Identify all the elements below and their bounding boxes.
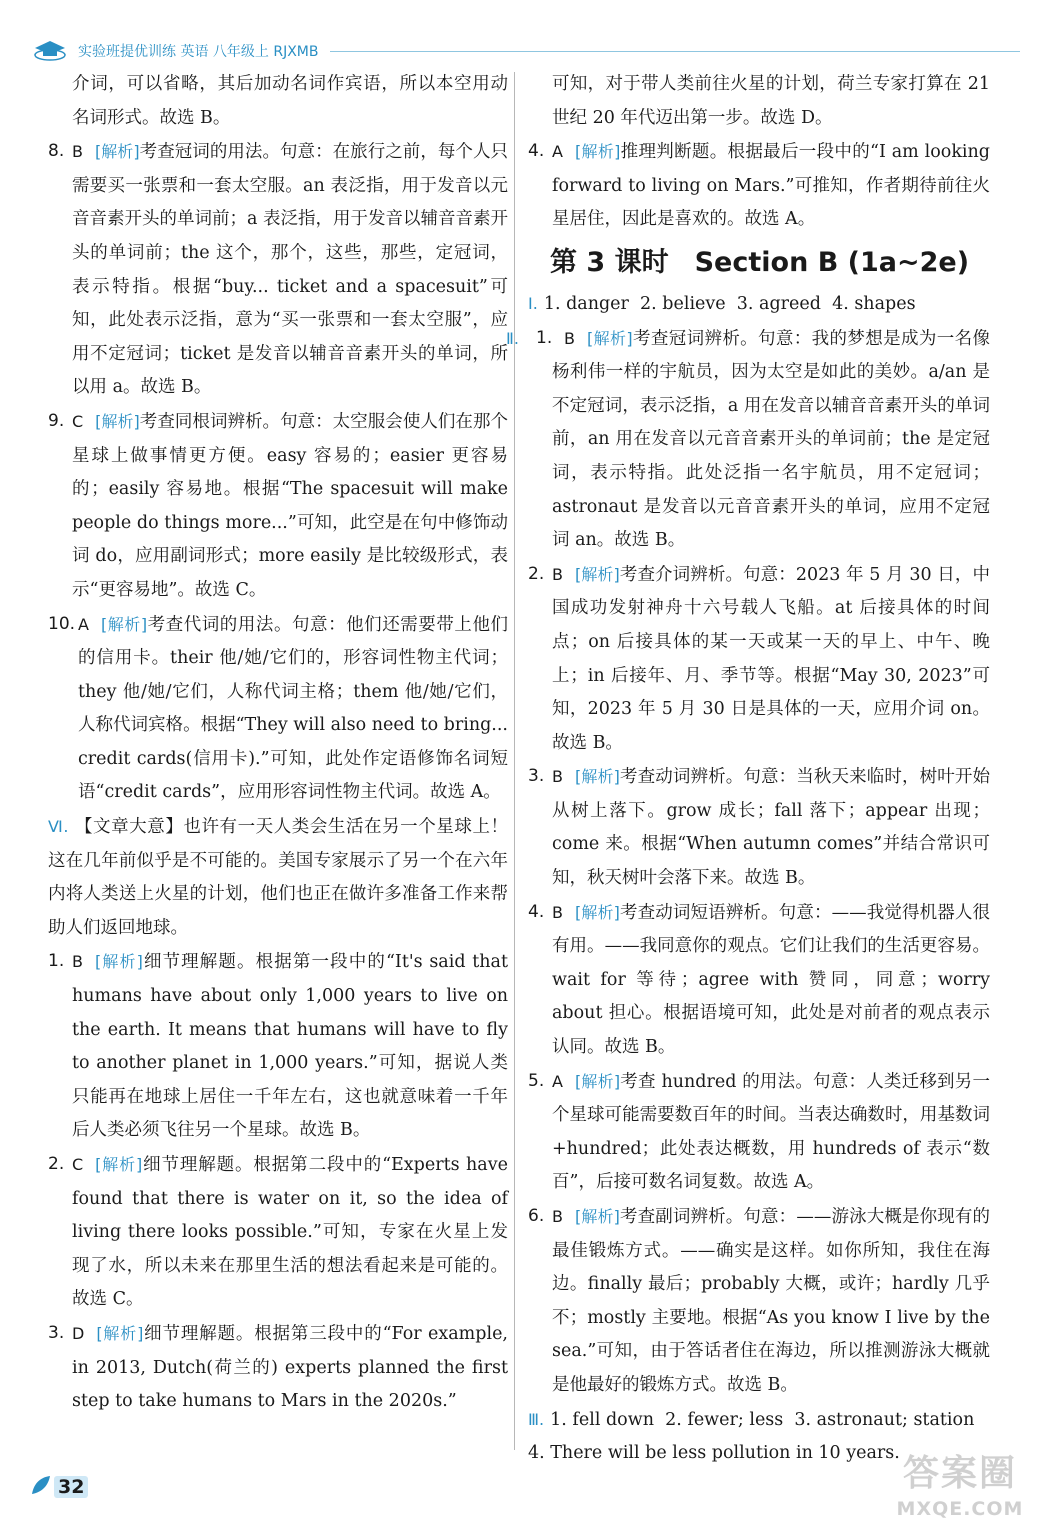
analysis-tag: [解析] bbox=[95, 1155, 143, 1174]
watermark-title: 答案圈 bbox=[902, 1453, 1017, 1494]
section-i-answers bbox=[528, 287, 990, 322]
phrase-answers: 1. fell down 2. fewer; less 3. astronaut; station bbox=[550, 1409, 975, 1430]
item-answer: A bbox=[552, 1071, 563, 1091]
item-answer: B bbox=[72, 142, 83, 162]
section-roman-numeral: Ⅱ. bbox=[506, 328, 519, 348]
item-number: 5. bbox=[528, 1070, 545, 1091]
page-number-badge bbox=[30, 1474, 88, 1500]
item-answer: B bbox=[552, 902, 563, 922]
site-watermark bbox=[880, 1452, 1040, 1534]
item-number: 10. bbox=[48, 613, 76, 634]
grammar-item-4 bbox=[528, 896, 990, 1065]
item-answer: A bbox=[78, 614, 89, 634]
item-number: 9. bbox=[48, 410, 65, 431]
item-explanation: 推理判断题。根据最后一段中的“I am looking forward to living on Mars.”可推知，作者期待前往火星居住，因此是喜欢的。故选 A。 bbox=[552, 142, 990, 230]
analysis-tag: [解析] bbox=[574, 1071, 621, 1091]
book-title: 实验班提优训练 英语 八年级上 RJXMB bbox=[78, 44, 319, 60]
lesson-number: 第 3 课时 bbox=[550, 246, 669, 278]
reading-item-3 bbox=[48, 1317, 508, 1419]
section-roman-numeral: Ⅵ. bbox=[48, 817, 69, 837]
item-number: 4. bbox=[528, 141, 545, 162]
item-explanation: 考查代词的用法。句意：他们还需要带上他们的信用卡。their 他/她/它们的，形容词性物主代词；they 他/她/它们，人称代词主格；them 他/她/它们，人称代词宾格。根据“They will also need to bring... credit cards(信用卡).”可知，此处作定语修饰名词短语“credit cards”，应用形容词性物主代词。故选 A。 bbox=[78, 614, 508, 803]
page-header bbox=[30, 36, 1020, 66]
section-iii-answers bbox=[528, 1403, 990, 1438]
continued-text: 介词，可以省略，其后加动名词作宾语，所以本空用动名词形式。故选 B。 bbox=[72, 74, 508, 128]
header-rule bbox=[330, 51, 1020, 52]
item-number: 4. bbox=[528, 901, 545, 922]
item-explanation: 考查副词辨析。句意：——游泳大概是你现有的最佳锻炼方式。——确实是这样。如你所知，我住在海边。finally 最后；probably 大概，或许；hardly 几乎不；mostly 主要地。根据“As you know I live by the sea.”可知，由于答话者住在海边，所以推测游泳大概就是他最好的锻炼方式。故选 B。 bbox=[552, 1207, 990, 1395]
item-answer: D bbox=[72, 1323, 85, 1343]
reading-item-2 bbox=[48, 1148, 508, 1317]
item-number: 3. bbox=[48, 1322, 65, 1343]
item-number: 8. bbox=[48, 141, 65, 162]
item-explanation: 细节理解题。根据第二段中的“Experts have found that there is water on it, so the idea of living there looks possible.”可知，专家在火星上发现了水，所以未来在那里生活的想法看起来是可能的。故选 C。 bbox=[72, 1155, 508, 1310]
page-number: 32 bbox=[54, 1476, 88, 1498]
reading-item-4 bbox=[528, 135, 990, 237]
item-explanation: 考查动词短语辨析。句意：——我觉得机器人很有用。——我同意你的观点。它们让我们的生活更容易。wait for 等待；agree with 赞同，同意；worry about 担心。根据语境可知，此处是对前者的观点表示认同。故选 B。 bbox=[552, 902, 990, 1058]
analysis-tag: [解析] bbox=[574, 564, 620, 584]
grammar-item-3 bbox=[528, 760, 990, 895]
answer-item-8 bbox=[48, 135, 508, 405]
left-column bbox=[48, 68, 508, 1419]
item-answer: C bbox=[72, 411, 84, 431]
analysis-tag: [解析] bbox=[94, 142, 140, 162]
item-explanation: 细节理解题。根据第三段中的“For example, in 2013, Dutch(荷兰的) experts planned the first step to take humans to Mars in the 2020s.” bbox=[72, 1323, 508, 1412]
lesson-section: Section B (1a~2e) bbox=[694, 246, 970, 278]
grammar-item-2 bbox=[528, 558, 990, 761]
item-number: 3. bbox=[528, 766, 545, 787]
watermark-url: MXQE.COM bbox=[896, 1498, 1024, 1520]
analysis-tag: [解析] bbox=[574, 1207, 620, 1226]
lesson-heading bbox=[550, 243, 990, 283]
item-number: 1. bbox=[536, 327, 553, 348]
item-number bbox=[506, 322, 525, 357]
item-answer: C bbox=[72, 1155, 84, 1174]
analysis-tag: [解析] bbox=[94, 952, 143, 972]
item-answer: A bbox=[552, 142, 563, 162]
section-roman-numeral: Ⅲ. bbox=[528, 1409, 545, 1429]
item-number: 2. bbox=[528, 563, 545, 584]
item-explanation: 考查冠词辨析。句意：我的梦想是成为一名像杨利伟一样的宇航员，因为太空是如此的美妙。a/an 是不定冠词，表示泛指，a 用在发音以辅音音素开头的单词前，an 用在发音以元音音素开头的单词前；the 是定冠词，表示特指。此处泛指一名宇航员，用不定冠词；astronaut 是发音以元音音素开头的单词，应用不定冠词 an。故选 B。 bbox=[552, 328, 990, 551]
item-number: 6. bbox=[528, 1206, 545, 1226]
section-vi-summary bbox=[48, 810, 508, 945]
analysis-tag: [解析] bbox=[574, 767, 620, 787]
reading-item-1 bbox=[48, 945, 508, 1148]
item-explanation: 考查介词辨析。句意：2023 年 5 月 30 日，中国成功发射神舟十六号载人飞船。at 后接具体的时间点；on 后接具体的某一天或某一天的早上、中午、晚上；in 后接年、月、季节等。根据“May 30, 2023”可知，2023 年 5 月 30 日是具体的一天，应用介词 on。故选 B。 bbox=[552, 564, 990, 753]
item-answer: B bbox=[552, 1207, 563, 1226]
right-column bbox=[506, 68, 990, 1471]
analysis-tag: [解析] bbox=[95, 411, 140, 431]
item-explanation: 考查动词辨析。句意：当秋天来临时，树叶开始从树上落下。grow 成长；fall 落下；appear 出现；come 来。根据“When autumn comes”并结合常识可知，秋天树叶会落下来。故选 B。 bbox=[552, 767, 990, 889]
analysis-tag: [解析] bbox=[574, 142, 621, 162]
item-answer: B bbox=[72, 952, 83, 972]
sentence-answer: 4. There will be less pollution in 10 years. bbox=[528, 1443, 900, 1464]
analysis-tag: [解析] bbox=[100, 614, 148, 634]
graduation-cap-icon bbox=[30, 38, 70, 64]
column-divider bbox=[514, 72, 515, 1450]
grammar-item-6 bbox=[528, 1200, 990, 1403]
item-answer: B bbox=[552, 564, 563, 584]
analysis-tag: [解析] bbox=[586, 328, 633, 348]
grammar-item-1 bbox=[506, 322, 990, 558]
item-explanation: 考查 hundred 的用法。句意：人类迁移到另一个星球可能需要数百年的时间。当表达确数时，用基数词+hundred；此处表达概数，用 hundreds of 表示“数百”，后接可数名词复数。故选 A。 bbox=[552, 1071, 990, 1193]
page-leaf-icon bbox=[30, 1474, 52, 1500]
item-explanation: 考查冠词的用法。句意：在旅行之前，每个人只需要买一张票和一套太空服。an 表泛指，用于发音以元音音素开头的单词前；a 表泛指，用于发音以辅音音素开头的单词前；the 这个，那个，这些，那些，定冠词，表示特指。根据“buy... ticket and a spacesuit”可知，此处表示泛指，意为“买一张票和一套太空服”，应用不定冠词；ticket 是发音以辅音音素开头的单词，所以用 a。故选 B。 bbox=[72, 142, 508, 398]
item-explanation: 考查同根词辨析。句意：太空服会使人们在那个星球上做事情更方便。easy 容易的；easier 更容易的；easily 容易地。根据“The spacesuit will make people do things more...”可知，此空是在句中修饰动词 do，应用副词形式；more easily 是比较级形式，表示“更容易地”。故选 C。 bbox=[72, 411, 508, 600]
item-answer: B bbox=[564, 328, 575, 348]
item-answer: B bbox=[552, 767, 563, 787]
answer-item-10 bbox=[48, 608, 508, 811]
grammar-item-5 bbox=[528, 1065, 990, 1200]
analysis-tag: [解析] bbox=[574, 902, 620, 922]
word-answers: 1. danger 2. believe 3. agreed 4. shapes bbox=[543, 293, 916, 314]
section-roman-numeral: Ⅰ. bbox=[528, 293, 538, 313]
item-number: 1. bbox=[48, 951, 65, 972]
analysis-tag: [解析] bbox=[96, 1323, 144, 1343]
article-summary: 【文章大意】也许有一天人类会生活在另一个星球上！这在几年前似乎是不可能的。美国专家展示了另一个在六年内将人类送上火星的计划，他们也正在做许多准备工作来帮助人们返回地球。 bbox=[48, 817, 509, 938]
answer-item-9 bbox=[48, 405, 508, 608]
item-number: 2. bbox=[48, 1154, 65, 1174]
item-explanation: 细节理解题。根据第一段中的“It's said that humans have about only 1,000 years to live on the earth. It means that humans will have to fly to another planet in 1,000 years.”可知，据说人类只能再在地球上居住一千年左右，这也就意味着一千年后人类必须飞往另一个星球。故选 B。 bbox=[72, 952, 508, 1141]
continued-text: 可知，对于带人类前往火星的计划，荷兰专家打算在 21 世纪 20 年代迈出第一步。故选 D。 bbox=[552, 74, 990, 128]
